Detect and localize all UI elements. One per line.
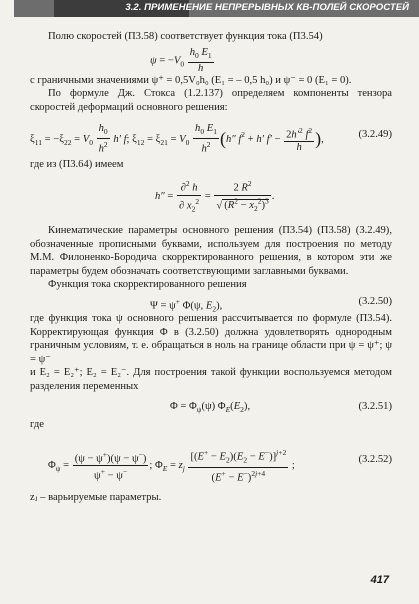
page-number: 417 [370,574,389,586]
header-title: 3.2. ПРИМЕНЕНИЕ НЕПРЕРЫВНЫХ КВ-ПОЛЕЙ СКОРОСТЕЙ [125,2,409,13]
paragraph-boundary-values: с граничными значениями ψ⁺ = 0,5V₀h₀ (E₁ = – 0,5 h₀) и ψ⁻ = 0 (E₁ = 0). [30,74,352,86]
paragraph-correcting-function: где функция тока ψ основного решения рассчитывается по формуле (П3.54). Корректирующая функция Φ в (3.2.50) должна удовлетворять однородным граничным условиям, т. е. обращаться в ноль на границе области при ψ = ψ⁺; ψ = ψ⁻ [30,312,392,365]
paragraph-variable-params: zⱼ – варьируемые параметры. [30,492,162,504]
equation-number: (3.2.50) [358,295,392,307]
equation-psi: $\psi = -V_0$ $\frac{h_0 E_1}{h}$ [150,46,212,74]
paragraph-separation: и E₂ = E₂⁺; E₂ = E₂⁻. Для построения такой функции воспользуемся методом разделения переменных [30,367,392,392]
equation-3-2-51: $\Phi = \Phi_\psi(\psi)$ $\Phi_E(E_2)$, (3.2.51) [170,400,392,414]
equation-3-2-50: Ψ = ψ+ Φ(ψ, $E_2$), (3.2.50) [150,295,392,314]
paragraph-stream-function: Полю скоростей (П3.58) соответствует функция тока (П3.54) [48,31,323,42]
paragraph-kinematic: Кинематические параметры основного решения (П3.54) (П3.58) (3.2.49), обозначенные прописными буквами, используем для построения по методу М.М. Филоненко-Бородича скорректированного решения, в котором эти же параметры будем обозначать соответствующими заглавными буквами. [30,224,392,277]
equation-number: (3.2.51) [358,400,392,412]
paragraph-corrected-stream: Функция тока скорректированного решения [48,279,247,291]
paragraph-where-2: где [30,418,44,430]
equation-3-2-52: $\Phi_\psi$ = $\frac{(\psi - \psi^+)(\psi - \psi^-)}{\psi^+ - \psi^-}$ ; $\Phi_E = z_j$ $\frac{[(E^+ - E_2)(E_2 - E^-)]^{j+2}}{(E^+ - E^-)^{2j+4}}$ ; (3.2.52) [48,448,392,484]
page-header [14,0,419,17]
equation-number: (3.2.49) [358,129,392,141]
paragraph-where: где из (П3.64) имеем [30,159,124,171]
paragraph-stokes: По формуле Дж. Стокса (1.2.137) определяем компоненты тензора скоростей деформаций основного решения: [30,88,392,113]
equation-number: (3.2.52) [358,454,392,466]
equation-3-2-49: $\xi_{11} = -\xi_{22} = V_0$ $\frac{h_0}{h^2}$ h′ f; $\xi_{12} = \xi_{21} = V_0$ $\frac{h_0 E_1}{h^2}$ (h″ $f^2 + h'$ f′ − $\frac{2h'^2 f^2}{h}$ ), (3.2.49) [30,123,392,156]
equation-h-double-prime: h″ = $\frac{\partial^2 h}{\partial x_2^2}$ = $\frac{2 R^2}{√ (R^2 - x_2^2)^3}$ . [155,178,275,214]
page-content [30,30,392,505]
